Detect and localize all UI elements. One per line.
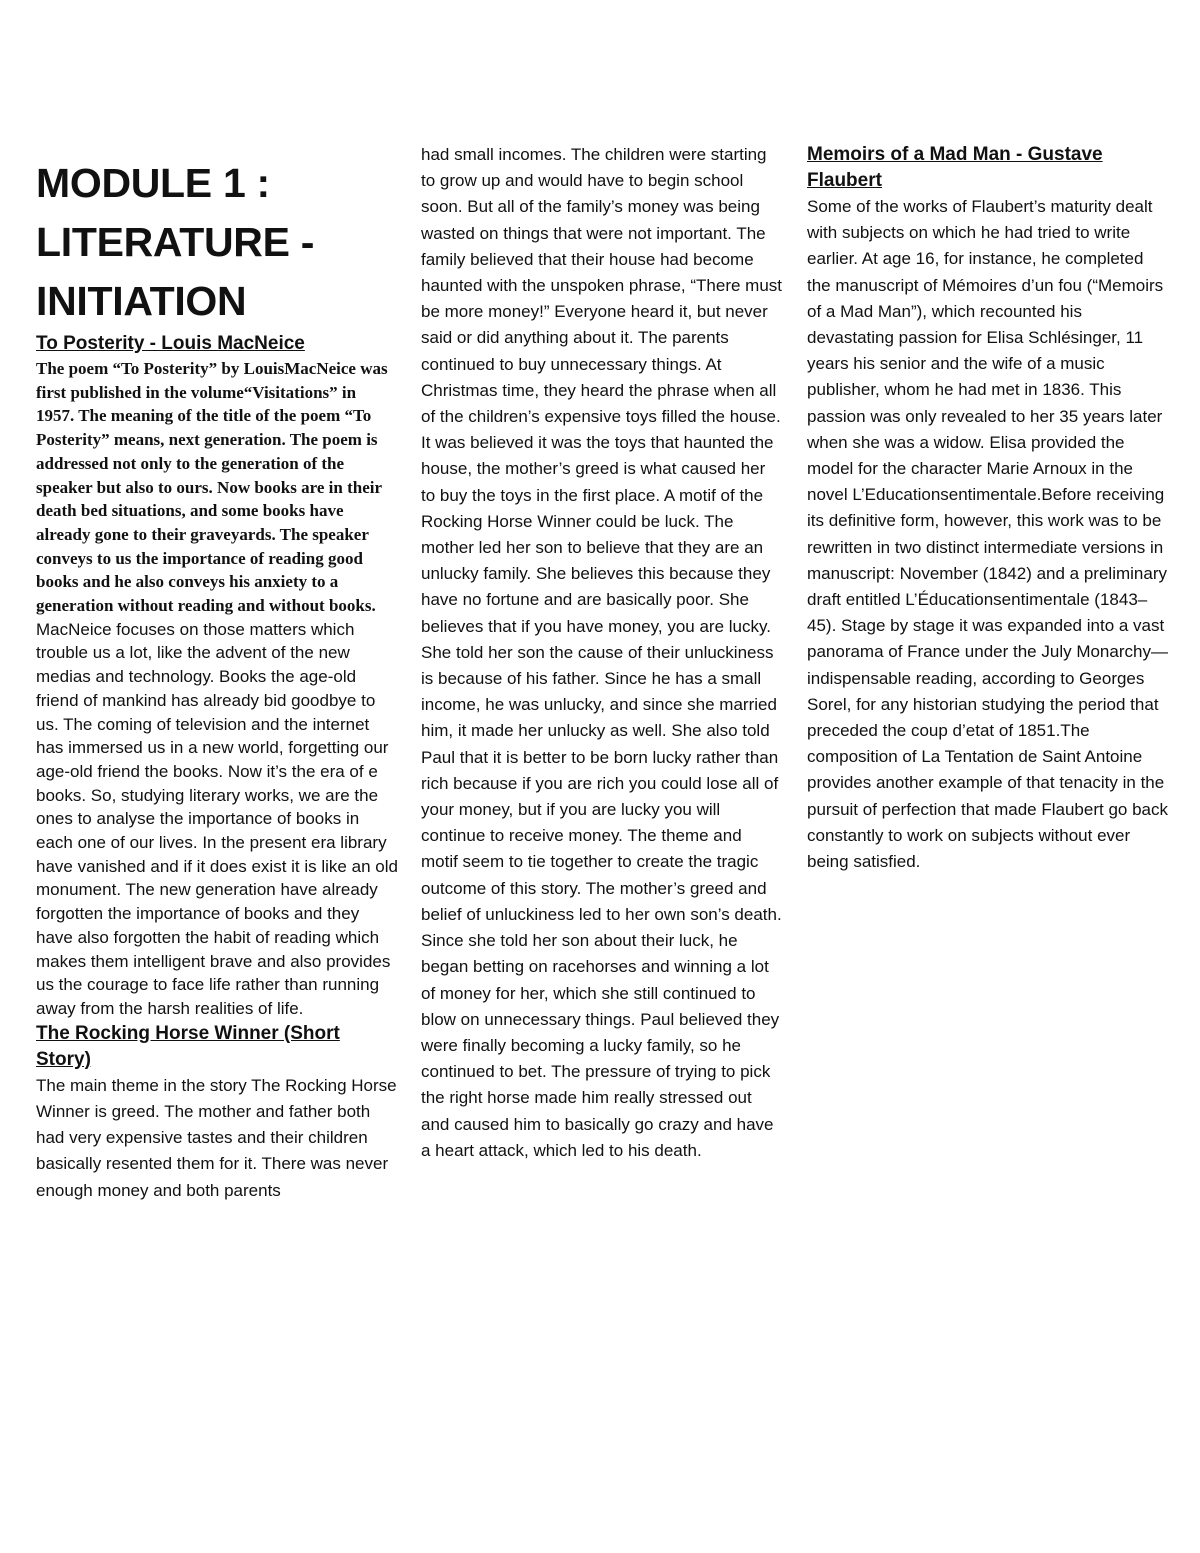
to-posterity-body bbox=[36, 357, 398, 1021]
rocking-horse-body-part-2: had small incomes. The children were starting to grow up and would have to begin school soon. But all of the family’s money was being wasted on things that were not important. The family believed that their house had become haunted with the unspoken phrase, “There must be more money!” Everyone heard it, but never said or did anything about it. The parents continued to buy unnecessary things. At Christmas time, they heard the phrase when all of the children’s expensive toys filled the house. It was believed it was the toys that haunted the house, the mother’s greed is what caused her to buy the toys in the first place. A motif of the Rocking Horse Winner could be luck. The mother led her son to believe that they are an unlucky family. She believes this because they have no fortune and are basically poor. She believes that if you have money, you are lucky. She told her son the cause of their unluckiness is because of his father. Since he has a small income, he was unlucky, and since she married him, it made her unlucky as well. She also told Paul that it is better to be born lucky rather than rich because if you are rich you could lose all of your money, but if you are lucky you will continue to receive money. The theme and motif seem to tie together to create the tragic outcome of this story. The mother’s greed and belief of unluckiness led to her own son’s death. Since she told her son about their luck, he began betting on racehorses and winning a lot of money for her, which she still continued to blow on unnecessary things. Paul believed they were finally becoming a lucky family, so he continued to bet. The pressure of trying to pick the right horse made him really stressed out and caused him to basically go crazy and have a heart attack, which led to his death. bbox=[421, 145, 782, 1160]
module-title bbox=[36, 154, 398, 331]
column-left bbox=[36, 142, 398, 1204]
to-posterity-body-bold: The poem “To Posterity” by LouisMacNeice was first published in the volume“Visitations” in 1957. The meaning of the title of the poem “To Posterity” means, next generation. The poem is addressed not only to the generation of the speaker but also to ours. Now books are in their death bed situations, and some books have already gone to their graveyards. The speaker conveys to us the importance of reading good books and he also conveys his anxiety to a generation without reading and without books. bbox=[36, 359, 388, 616]
column-middle bbox=[421, 142, 783, 1164]
module-title-line-3: INITIATION bbox=[36, 278, 247, 324]
to-posterity-body-plain: MacNeice focuses on those matters which trouble us a lot, like the advent of the new medias and technology. Books the age-old friend of mankind has already bid goodbye to us. The coming of television and the internet has immersed us in a new world, forgetting our age-old friend the books. Now it’s the era of e books. So, studying literary works, we are the ones to analyse the importance of books in each one of our lives. In the present era library have vanished and if it does exist it is like an old monument. The new generation have already forgotten the importance of books and they have also forgotten the habit of reading which makes them intelligent brave and also provides us the courage to face life rather than running away from the harsh realities of life. bbox=[36, 619, 398, 1018]
memoirs-body: Some of the works of Flaubert’s maturity dealt with subjects on which he had tried to write earlier. At age 16, for instance, he completed the manuscript of Mémoires d’un fou (“Memoirs of a Mad Man”), which recounted his devastating passion for Elisa Schlésinger, 11 years his senior and the wife of a music publisher, whom he had met in 1836. This passion was only revealed to her 35 years later when she was a widow. Elisa provided the model for the character Marie Arnoux in the novel L’Educationsentimentale.Before receiving its definitive form, however, this work was to be rewritten in two distinct intermediate versions in manuscript: November (1842) and a preliminary draft entitled L’Éducationsentimentale (1843–45). Stage by stage it was expanded into a vast panorama of France under the July Monarchy—indispensable reading, according to Georges Sorel, for any historian studying the period that preceded the coup d’etat of 1851.The composition of La Tentation de Saint Antoine provides another example of that tenacity in the pursuit of perfection that made Flaubert go back constantly to work on subjects without ever being satisfied. bbox=[807, 197, 1168, 872]
module-title-line-1: MODULE 1 : bbox=[36, 160, 270, 206]
column-right bbox=[807, 142, 1169, 875]
heading-to-posterity: To Posterity - Louis MacNeice bbox=[36, 333, 305, 354]
module-title-line-2: LITERATURE - bbox=[36, 219, 315, 265]
heading-memoirs-of-a-mad-man: Memoirs of a Mad Man - Gustave Flaubert bbox=[807, 144, 1103, 191]
heading-rocking-horse-winner: The Rocking Horse Winner (Short Story) bbox=[36, 1022, 340, 1070]
rocking-horse-body-part-1: The main theme in the story The Rocking Horse Winner is greed. The mother and father both had very expensive tastes and their children basically resented them for it. There was never enough money and both parents bbox=[36, 1075, 397, 1200]
